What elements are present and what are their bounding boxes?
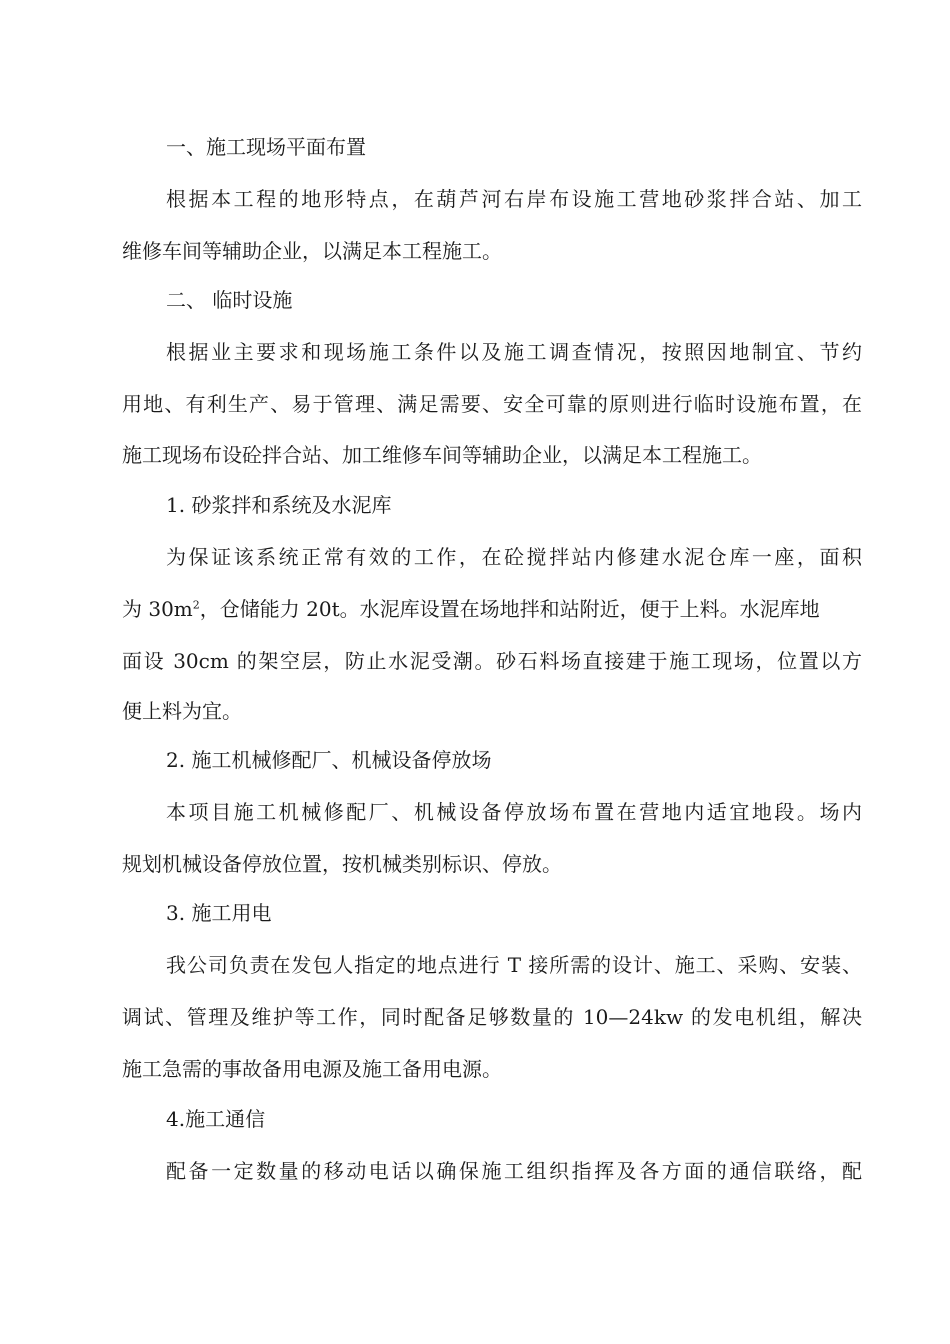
paragraph-line: 根据本工程的地形特点，在葫芦河右岸布设施工营地砂浆拌合站、加工 bbox=[166, 187, 862, 211]
paragraph-line: 调试、管理及维护等工作，同时配备足够数量的 10—24kw 的发电机组，解决 bbox=[122, 1005, 862, 1029]
paragraph-line: 本项目施工机械修配厂、机械设备停放场布置在营地内适宜地段。场内 bbox=[166, 800, 862, 824]
paragraph-line: 规划机械设备停放位置，按机械类别标识、停放。 bbox=[122, 852, 562, 876]
paragraph-line: 为保证该系统正常有效的工作，在砼搅拌站内修建水泥仓库一座，面积 bbox=[166, 545, 862, 569]
item-heading-repair-shop: 2. 施工机械修配厂、机械设备停放场 bbox=[166, 748, 492, 772]
paragraph-line: 我公司负责在发包人指定的地点进行 T 接所需的设计、施工、采购、安装、 bbox=[166, 953, 862, 977]
paragraph-line: 配备一定数量的移动电话以确保施工组织指挥及各方面的通信联络，配 bbox=[166, 1159, 862, 1183]
item-heading-communication: 4.施工通信 bbox=[166, 1107, 266, 1131]
section-heading-facilities: 二、 临时设施 bbox=[166, 288, 293, 312]
text-segment: ，仓储能力 20t。水泥库设置在场地拌和站附近，便于上料。水泥库地 bbox=[199, 597, 820, 621]
item-heading-power: 3. 施工用电 bbox=[166, 901, 272, 925]
paragraph-line: 面设 30cm 的架空层，防止水泥受潮。砂石料场直接建于施工现场，位置以方 bbox=[122, 649, 862, 673]
paragraph-line bbox=[122, 595, 862, 623]
paragraph-line: 便上料为宜。 bbox=[122, 699, 242, 723]
section-heading-layout: 一、施工现场平面布置 bbox=[166, 135, 366, 159]
paragraph-line: 用地、有利生产、易于管理、满足需要、安全可靠的原则进行临时设施布置，在 bbox=[122, 392, 862, 416]
paragraph-line: 施工急需的事故备用电源及施工备用电源。 bbox=[122, 1057, 502, 1081]
item-heading-mortar-system: 1. 砂浆拌和系统及水泥库 bbox=[166, 493, 392, 517]
paragraph-line: 根据业主要求和现场施工条件以及施工调查情况，按照因地制宜、节约 bbox=[166, 340, 862, 364]
superscript: 2 bbox=[192, 598, 200, 612]
paragraph-line: 维修车间等辅助企业，以满足本工程施工。 bbox=[122, 239, 502, 263]
paragraph-line: 施工现场布设砼拌合站、加工维修车间等辅助企业，以满足本工程施工。 bbox=[122, 443, 762, 467]
text-segment: 为 30m bbox=[122, 597, 193, 621]
